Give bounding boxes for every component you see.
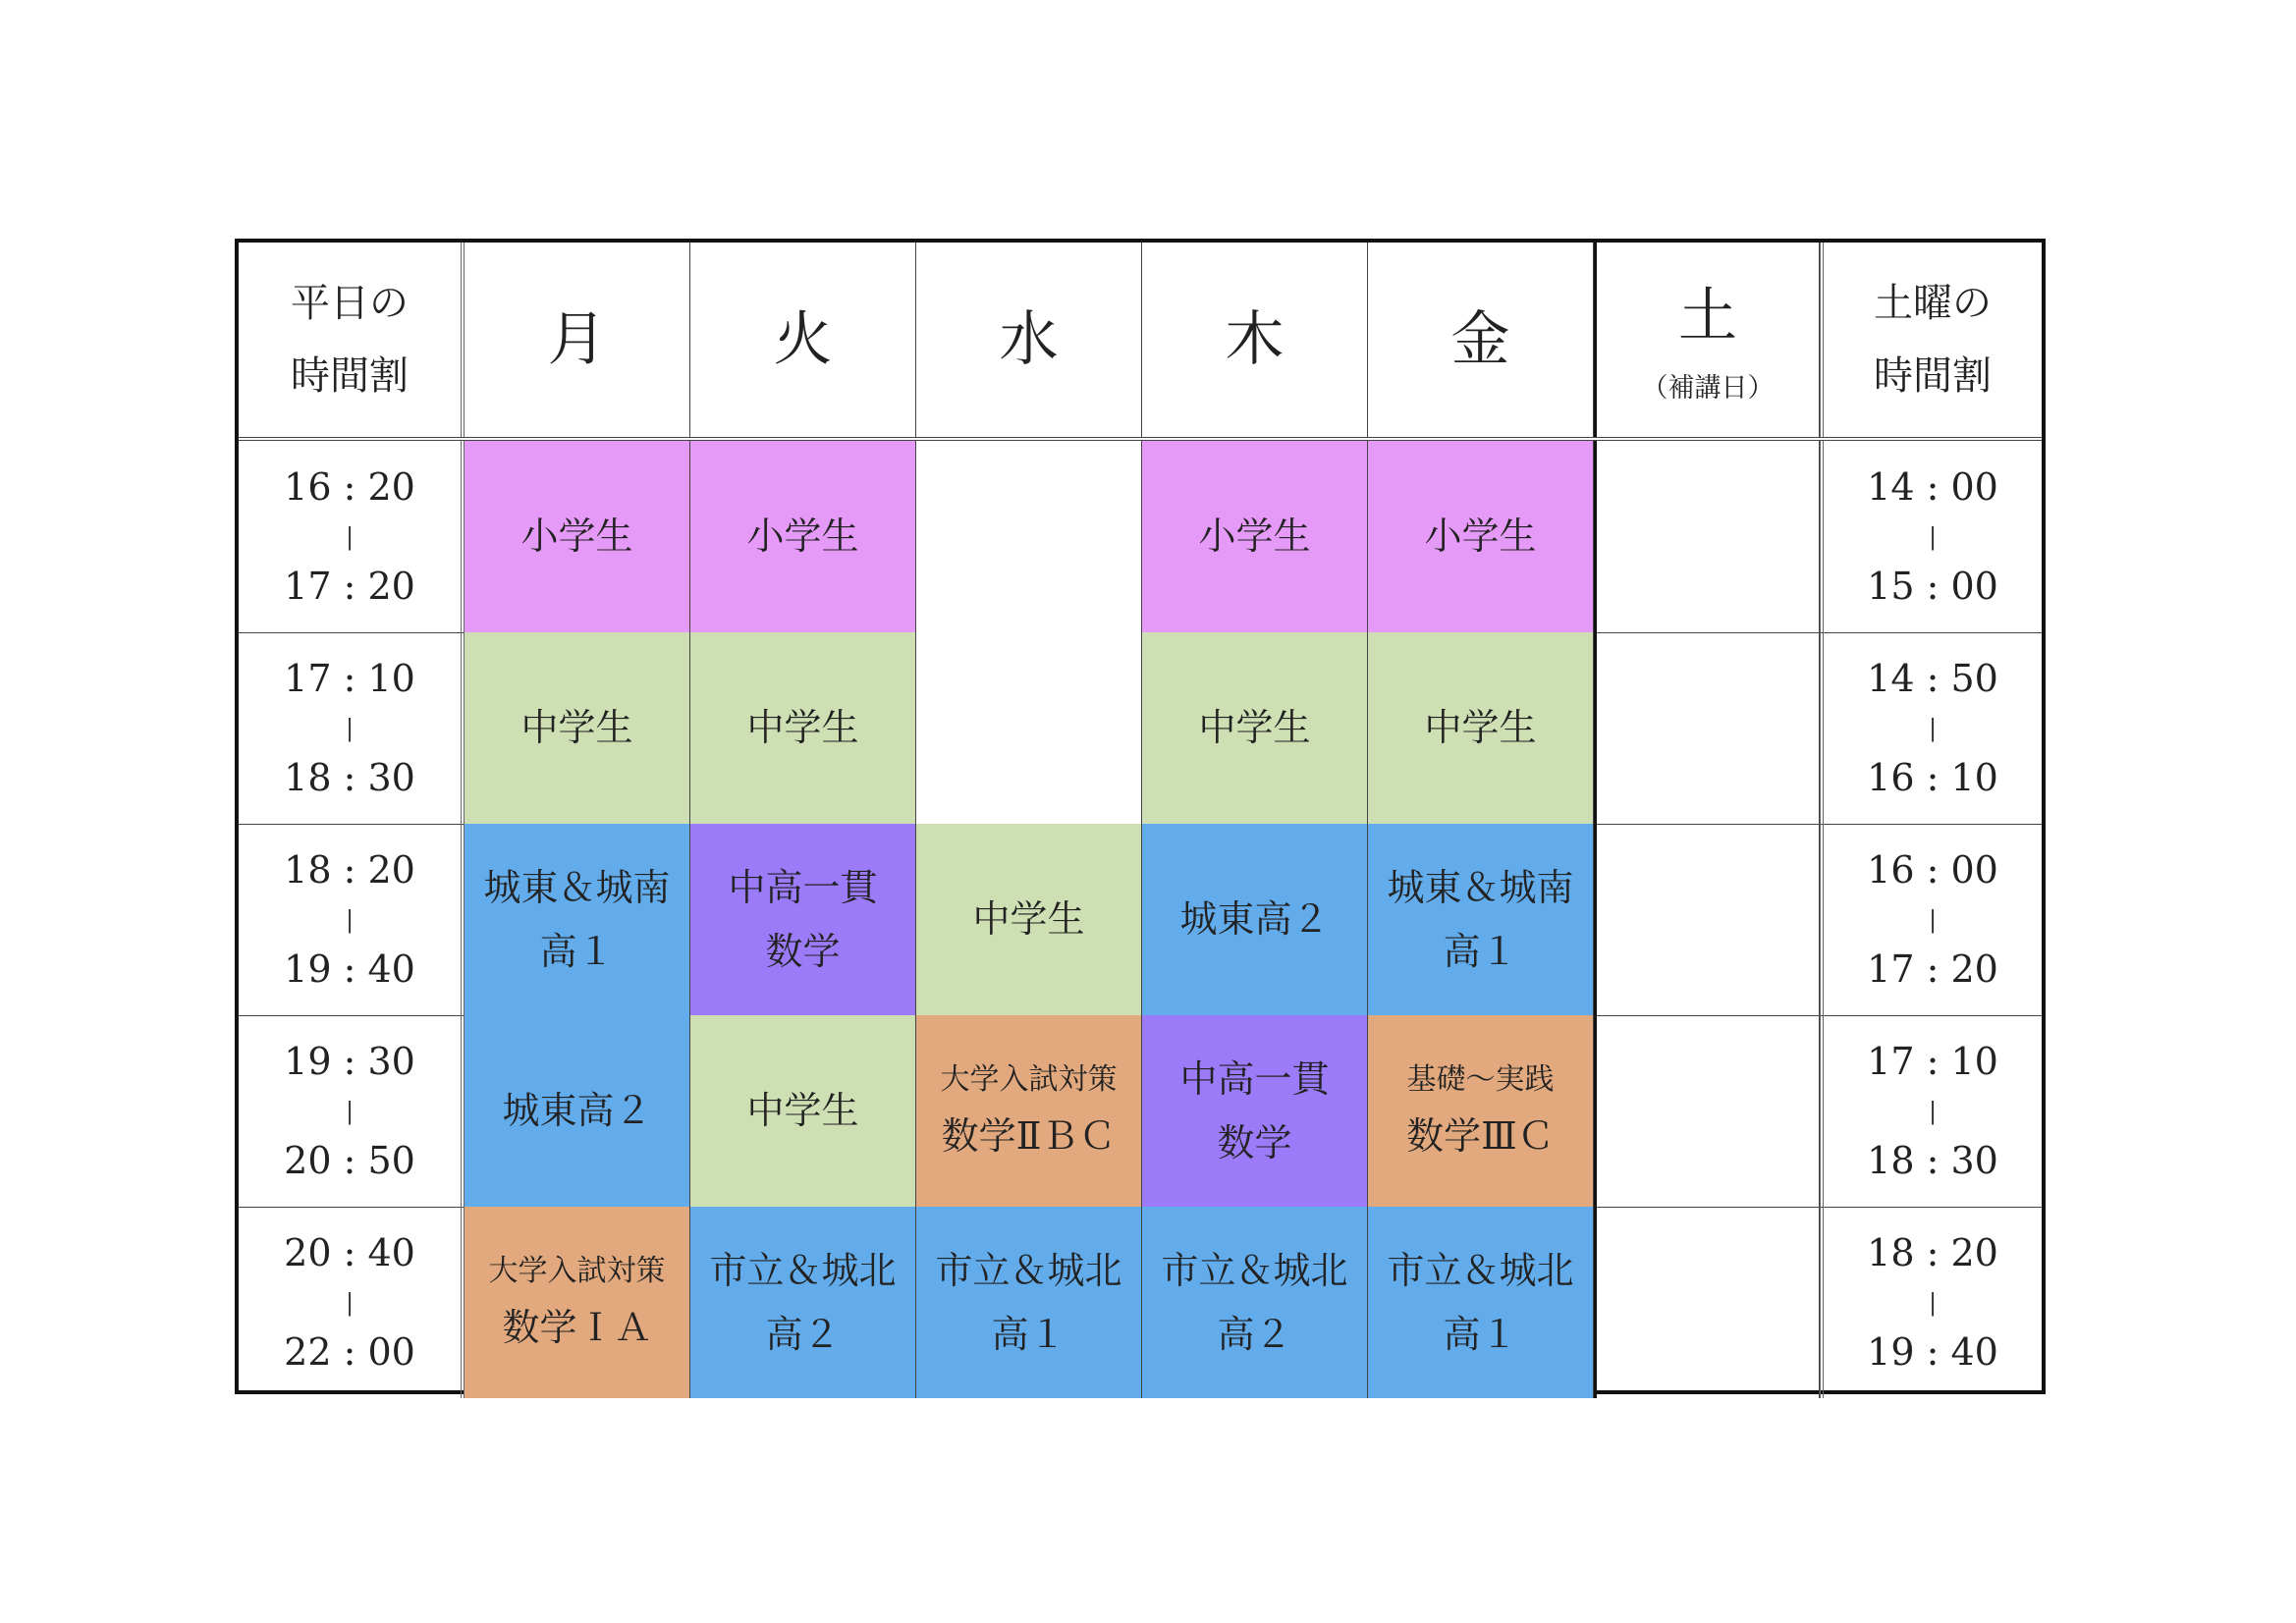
class-cell	[1142, 1015, 1368, 1207]
day-header-wed	[916, 243, 1142, 437]
class-cell	[690, 441, 916, 632]
class-name-line1: 中学生	[746, 706, 859, 750]
saturday-class-cell	[1594, 1015, 1820, 1207]
end-time: 18 : 30	[284, 755, 415, 799]
end-time: 18 : 30	[1867, 1138, 1998, 1182]
class-name-line1: 小学生	[1424, 514, 1537, 559]
class-cell	[690, 1207, 916, 1398]
class-name-line2: 数学ⅡＢＣ	[941, 1113, 1117, 1158]
time-separator: |	[1928, 1288, 1938, 1317]
saturday-time-cell	[1820, 632, 2042, 824]
day-header-sat	[1594, 243, 1820, 437]
class-cell	[465, 1207, 690, 1398]
class-name-line2: 高２	[1217, 1312, 1292, 1356]
end-time: 17 : 20	[284, 564, 415, 608]
class-name-line1: 市立＆城北	[935, 1248, 1122, 1292]
class-cell	[1368, 824, 1594, 1015]
class-name-line1: 市立＆城北	[1387, 1248, 1574, 1292]
weekday-time-cell	[239, 441, 465, 632]
end-time: 22 : 00	[284, 1329, 415, 1374]
start-time: 19 : 30	[284, 1039, 415, 1083]
class-cell	[1142, 824, 1368, 1015]
day-label: 水	[999, 305, 1059, 374]
saturday-time-cell	[1820, 441, 2042, 632]
saturday-time-cell	[1820, 1015, 2042, 1207]
class-cell	[690, 632, 916, 824]
class-name-line2: 数学	[1217, 1120, 1292, 1164]
time-separator: |	[345, 1097, 355, 1125]
saturday-heading-line2: 時間割	[1874, 353, 1992, 399]
saturday-class-cell	[1594, 632, 1820, 824]
day-label: 月	[547, 305, 607, 374]
timetable	[235, 239, 2046, 1394]
class-cell	[690, 1015, 916, 1207]
class-name-line1: 中学生	[972, 897, 1085, 942]
class-cell	[1142, 1207, 1368, 1398]
timetable-row	[239, 1207, 2042, 1398]
saturday-time-cell	[1820, 1207, 2042, 1398]
class-cell	[1142, 632, 1368, 824]
time-separator: |	[345, 905, 355, 934]
class-cell	[916, 441, 1142, 632]
start-time: 17 : 10	[284, 656, 415, 700]
saturday-time-cell	[1820, 824, 2042, 1015]
class-name-line1: 城東＆城南	[483, 865, 671, 909]
end-time: 19 : 40	[1867, 1329, 1998, 1374]
end-time: 15 : 00	[1867, 564, 1998, 608]
class-name-line1: 大学入試対策	[488, 1253, 666, 1288]
class-cell	[465, 1015, 690, 1207]
class-name-line2: 高１	[991, 1312, 1066, 1356]
weekday-heading-line2: 時間割	[291, 353, 409, 399]
weekday-time-cell	[239, 632, 465, 824]
class-cell	[916, 1207, 1142, 1398]
class-name-line2: 数学	[765, 929, 841, 973]
saturday-heading-line1: 土曜の	[1874, 281, 1992, 326]
start-time: 17 : 10	[1867, 1039, 1998, 1083]
end-time: 16 : 10	[1867, 755, 1998, 799]
start-time: 14 : 50	[1867, 656, 1998, 700]
class-cell	[1368, 441, 1594, 632]
timetable-row	[239, 632, 2042, 825]
class-name-line1: 小学生	[520, 514, 633, 559]
class-name-line2: 数学ＩＡ	[502, 1305, 652, 1349]
day-label: 金	[1450, 305, 1510, 374]
class-cell	[1368, 632, 1594, 824]
class-name-line2: 高１	[1443, 1312, 1518, 1356]
class-cell	[1142, 441, 1368, 632]
timetable-row	[239, 824, 2042, 1016]
class-cell	[916, 632, 1142, 824]
end-time: 19 : 40	[284, 947, 415, 991]
day-header-tue	[690, 243, 916, 437]
class-cell	[465, 632, 690, 824]
saturday-note: （補講日）	[1641, 373, 1775, 405]
class-name-line1: 小学生	[746, 514, 859, 559]
time-separator: |	[345, 714, 355, 742]
end-time: 17 : 20	[1867, 947, 1998, 991]
class-cell	[1368, 1207, 1594, 1398]
time-separator: |	[1928, 1097, 1938, 1125]
class-name-line1: 中高一貫	[728, 865, 878, 909]
end-time: 20 : 50	[284, 1138, 415, 1182]
class-name-line1: 基礎～実践	[1406, 1061, 1555, 1097]
start-time: 14 : 00	[1867, 464, 1998, 509]
day-header-fri	[1368, 243, 1594, 437]
class-name-line1: 城東高２	[1179, 897, 1330, 942]
weekday-timetable-heading	[239, 243, 465, 437]
class-name-line1: 中学生	[520, 706, 633, 750]
day-header-mon	[465, 243, 690, 437]
start-time: 16 : 20	[284, 464, 415, 509]
day-label: 土	[1678, 282, 1737, 352]
saturday-class-cell	[1594, 824, 1820, 1015]
day-label: 木	[1225, 305, 1285, 374]
time-separator: |	[1928, 522, 1938, 551]
timetable-row	[239, 1015, 2042, 1208]
saturday-class-cell	[1594, 1207, 1820, 1398]
weekday-time-cell	[239, 824, 465, 1015]
class-name-line1: 小学生	[1198, 514, 1311, 559]
class-cell	[916, 1015, 1142, 1207]
class-name-line1: 中学生	[746, 1089, 859, 1133]
day-header-thu	[1142, 243, 1368, 437]
start-time: 16 : 00	[1867, 847, 1998, 892]
class-cell	[916, 824, 1142, 1015]
weekday-heading-line1: 平日の	[291, 281, 409, 326]
class-name-line2: 高１	[539, 929, 615, 973]
class-name-line1: 大学入試対策	[940, 1061, 1118, 1097]
saturday-timetable-heading	[1820, 243, 2042, 437]
header-row	[239, 243, 2042, 441]
weekday-time-cell	[239, 1015, 465, 1207]
class-cell	[465, 441, 690, 632]
class-name-line1: 中学生	[1198, 706, 1311, 750]
class-cell	[465, 824, 690, 1015]
start-time: 18 : 20	[1867, 1230, 1998, 1274]
start-time: 18 : 20	[284, 847, 415, 892]
class-name-line1: 中高一貫	[1179, 1056, 1330, 1101]
class-name-line1: 市立＆城北	[709, 1248, 897, 1292]
time-separator: |	[345, 522, 355, 551]
class-name-line1: 城東＆城南	[1387, 865, 1574, 909]
time-separator: |	[1928, 905, 1938, 934]
time-separator: |	[1928, 714, 1938, 742]
class-cell	[690, 824, 916, 1015]
class-name-line1: 城東高２	[502, 1089, 652, 1133]
weekday-time-cell	[239, 1207, 465, 1398]
class-name-line2: 高２	[765, 1312, 841, 1356]
start-time: 20 : 40	[284, 1230, 415, 1274]
class-name-line2: 数学ⅢＣ	[1406, 1113, 1555, 1158]
class-name-line1: 中学生	[1424, 706, 1537, 750]
saturday-class-cell	[1594, 441, 1820, 632]
class-cell	[1368, 1015, 1594, 1207]
class-name-line2: 高１	[1443, 929, 1518, 973]
class-name-line1: 市立＆城北	[1161, 1248, 1348, 1292]
day-label: 火	[773, 305, 833, 374]
timetable-row	[239, 441, 2042, 633]
time-separator: |	[345, 1288, 355, 1317]
